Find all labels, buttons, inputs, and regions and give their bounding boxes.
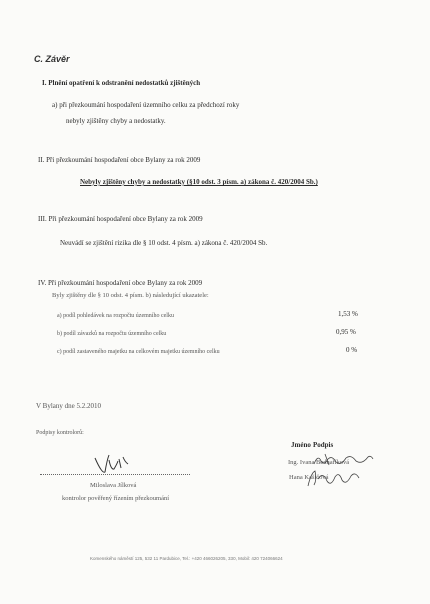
indicator-value-a: 1,53 % (338, 310, 358, 318)
part4-heading: IV. Při přezkoumání hospodaření obce Bylany za rok 2009 (38, 279, 203, 287)
person-1-name: Ing. Ivana Bednaříková (288, 459, 350, 466)
part2-text: Nebyly zjištěny chyby a nedostatky (§10 odst. 3 písm. a) zákona č. 420/2004 Sb.) (80, 178, 318, 186)
controller-role: kontrolor pověřený řízením přezkoumání (62, 495, 170, 502)
part3-heading: III. Při přezkoumání hospodaření obce Bylany za rok 2009 (38, 215, 203, 223)
section-title: C. Závěr (34, 54, 70, 64)
indicator-label-b: b) podíl závazků na rozpočtu územního celku (57, 331, 167, 337)
column-name-header: Jméno (291, 441, 311, 449)
part1-heading: I. Plnění opatření k odstranění nedostatků zjištěných (42, 79, 201, 87)
controller-signature-line (40, 474, 190, 475)
date-line: V Bylany dne 5.2.2010 (36, 402, 102, 410)
footer-address: Komenského náměstí 125, 532 11 Pardubice, Tel.: +420 466026205, 330, Mobil: 420 724066624 (90, 556, 283, 561)
column-sign-header: Podpis (313, 441, 334, 449)
person-2-name: Hana Kašičová (289, 474, 329, 481)
signatures-label: Podpisy kontrolorů: (36, 430, 84, 436)
part2-heading: II. Při přezkoumání hospodaření obce Bylany za rok 2009 (38, 156, 201, 164)
part4-subheading: Byly zjištěny dle § 10 odst. 4 písm. b) následující ukazatele: (52, 292, 209, 299)
person-2-signature (304, 467, 364, 489)
indicator-label-a: a) podíl pohledávek na rozpočtu územního celku (57, 313, 174, 319)
controller-name: Miloslava Jílková (90, 482, 137, 489)
part3-text: Neuvádí se zjištění rizika dle § 10 odst. 4 písm. a) zákona č. 420/2004 Sb. (60, 239, 268, 247)
part1-item-a-line1: a) při přezkoumání hospodaření územního celku za předchozí roky (52, 101, 240, 109)
indicator-label-c: c) podíl zastaveného majetku na celkovém majetku územního celku (57, 349, 220, 355)
part1-item-a-line2: nebyly zjištěny chyby a nedostatky. (66, 117, 166, 125)
indicator-value-c: 0 % (346, 346, 358, 354)
indicator-value-b: 0,95 % (336, 328, 356, 336)
